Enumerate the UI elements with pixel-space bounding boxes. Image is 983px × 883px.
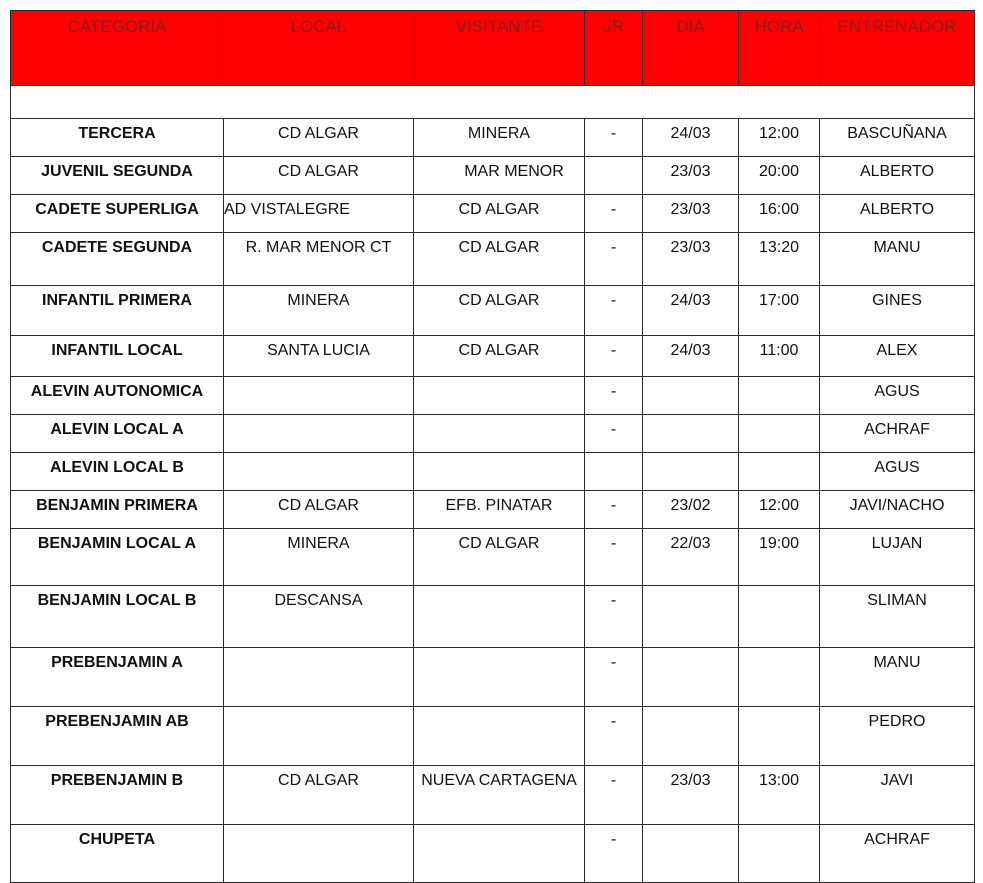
header-visitante: VISITANTE — [414, 11, 585, 86]
cell-visitante — [414, 377, 585, 415]
cell-jr — [585, 825, 643, 883]
table-row — [11, 825, 975, 883]
cell-visitante — [414, 586, 585, 648]
cell-dia — [643, 195, 739, 233]
cell-dia — [643, 157, 739, 195]
local-text — [224, 648, 413, 651]
cell-local — [224, 377, 414, 415]
local-text: AD VISTALEGRE — [224, 201, 350, 218]
cell-hora — [739, 648, 820, 707]
entrenador-text: ALBERTO — [859, 201, 935, 218]
table-row — [11, 648, 975, 707]
cell-hora — [739, 415, 820, 453]
jr-text: - — [610, 654, 617, 671]
cell-entrenador — [820, 119, 975, 157]
entrenador-text: AGUS — [874, 459, 920, 476]
cell-hora — [739, 766, 820, 825]
cell-local — [224, 415, 414, 453]
cell-hora — [739, 286, 820, 336]
header-row — [11, 11, 975, 86]
dia-text: 23/03 — [670, 239, 711, 256]
dia-text — [643, 707, 738, 710]
cell-dia — [643, 119, 739, 157]
cell-jr — [585, 648, 643, 707]
local-text — [224, 415, 413, 418]
visitante-text — [414, 825, 584, 828]
local-text: CD ALGAR — [278, 125, 359, 142]
cell-hora — [739, 336, 820, 377]
categoria-text: CHUPETA — [78, 831, 156, 848]
table-row — [11, 766, 975, 825]
hora-text: 12:00 — [758, 125, 800, 142]
local-text — [224, 453, 413, 456]
cell-local — [224, 586, 414, 648]
cell-categoria — [11, 377, 224, 415]
entrenador-text: MANU — [873, 239, 921, 256]
cell-local — [224, 648, 414, 707]
cell-categoria — [11, 491, 224, 529]
dia-text: 24/03 — [670, 292, 711, 309]
cell-jr — [585, 415, 643, 453]
dia-text: 23/03 — [670, 201, 711, 218]
header-entrenador: ENTRENADOR — [820, 11, 975, 86]
visitante-text: MINERA — [467, 125, 531, 142]
categoria-text: CADETE SUPERLIGA — [35, 201, 199, 218]
cell-jr — [585, 766, 643, 825]
dia-text — [643, 648, 738, 651]
cell-local — [224, 336, 414, 377]
local-text: CD ALGAR — [278, 163, 359, 180]
cell-dia — [643, 586, 739, 648]
hora-text: 17:00 — [758, 292, 800, 309]
hora-text — [739, 648, 819, 651]
jr-text: - — [610, 831, 617, 848]
entrenador-text: ACHRAF — [864, 421, 930, 438]
cell-categoria — [11, 195, 224, 233]
cell-visitante — [414, 529, 585, 586]
cell-jr — [585, 119, 643, 157]
entrenador-text: GINES — [872, 292, 922, 309]
local-text: DESCANSA — [274, 592, 363, 609]
cell-entrenador — [820, 336, 975, 377]
entrenador-text: ACHRAF — [864, 831, 930, 848]
cell-categoria — [11, 648, 224, 707]
hora-text: 12:00 — [758, 497, 800, 514]
table-row — [11, 233, 975, 286]
visitante-text — [414, 707, 584, 710]
categoria-text: PREBENJAMIN B — [50, 772, 184, 789]
cell-jr — [585, 529, 643, 586]
cell-dia — [643, 336, 739, 377]
hora-text — [739, 707, 819, 710]
cell-jr — [585, 286, 643, 336]
cell-categoria — [11, 336, 224, 377]
cell-dia — [643, 377, 739, 415]
table-row — [11, 707, 975, 766]
cell-visitante — [414, 648, 585, 707]
cell-local — [224, 233, 414, 286]
cell-dia — [643, 415, 739, 453]
jr-text: - — [610, 713, 617, 730]
cell-hora — [739, 377, 820, 415]
cell-entrenador — [820, 157, 975, 195]
cell-visitante — [414, 825, 585, 883]
cell-local — [224, 825, 414, 883]
dia-text: 23/03 — [670, 163, 711, 180]
visitante-text: CD ALGAR — [458, 292, 540, 309]
entrenador-text: JAVI/NACHO — [849, 497, 945, 514]
cell-dia — [643, 766, 739, 825]
cell-jr — [585, 377, 643, 415]
categoria-text: CADETE SEGUNDA — [41, 239, 193, 256]
dia-text: 23/03 — [670, 772, 711, 789]
visitante-text — [414, 453, 584, 456]
cell-entrenador — [820, 195, 975, 233]
cell-jr — [585, 336, 643, 377]
cell-entrenador — [820, 377, 975, 415]
cell-entrenador — [820, 233, 975, 286]
cell-dia — [643, 491, 739, 529]
cell-local — [224, 707, 414, 766]
cell-visitante — [414, 453, 585, 491]
cell-dia — [643, 453, 739, 491]
hora-text — [739, 586, 819, 589]
dia-text — [643, 586, 738, 589]
cell-hora — [739, 119, 820, 157]
hora-text: 11:00 — [759, 342, 799, 359]
categoria-text: BENJAMIN LOCAL B — [37, 592, 197, 609]
cell-visitante — [414, 286, 585, 336]
local-text: SANTA LUCIA — [267, 342, 370, 359]
cell-jr — [585, 157, 643, 195]
jr-text — [585, 453, 642, 456]
cell-entrenador — [820, 491, 975, 529]
entrenador-text: AGUS — [874, 383, 920, 400]
cell-local — [224, 766, 414, 825]
entrenador-text: PEDRO — [868, 713, 926, 730]
table-row — [11, 529, 975, 586]
entrenador-text: BASCUÑANA — [847, 125, 947, 142]
table-row — [11, 286, 975, 336]
visitante-text: CD ALGAR — [458, 239, 540, 256]
hora-text: 16:00 — [758, 201, 800, 218]
cell-hora — [739, 707, 820, 766]
dia-text: 24/03 — [670, 342, 711, 359]
cell-categoria — [11, 529, 224, 586]
local-text — [224, 825, 413, 828]
dia-text — [643, 825, 738, 828]
table-row — [11, 195, 975, 233]
cell-visitante — [414, 766, 585, 825]
cell-local — [224, 529, 414, 586]
entrenador-text: SLIMAN — [867, 592, 927, 609]
hora-text: 13:20 — [758, 239, 800, 256]
hora-text — [739, 453, 819, 456]
table-row — [11, 377, 975, 415]
schedule-table — [10, 10, 975, 883]
schedule-body — [11, 86, 975, 883]
dia-text — [643, 377, 738, 380]
cell-dia — [643, 825, 739, 883]
cell-visitante — [414, 491, 585, 529]
hora-text — [739, 825, 819, 828]
cell-categoria — [11, 766, 224, 825]
cell-local — [224, 195, 414, 233]
cell-jr — [585, 233, 643, 286]
categoria-text: BENJAMIN LOCAL A — [37, 535, 197, 552]
cell-hora — [739, 233, 820, 286]
cell-visitante — [414, 119, 585, 157]
cell-dia — [643, 286, 739, 336]
jr-text: - — [610, 201, 617, 218]
cell-categoria — [11, 233, 224, 286]
visitante-text — [414, 415, 584, 418]
hora-text — [739, 377, 819, 380]
cell-entrenador — [820, 648, 975, 707]
table-row — [11, 157, 975, 195]
cell-categoria — [11, 707, 224, 766]
hora-text — [739, 415, 819, 418]
cell-jr — [585, 453, 643, 491]
cell-categoria — [11, 453, 224, 491]
local-text — [224, 377, 413, 380]
cell-hora — [739, 529, 820, 586]
table-row — [11, 336, 975, 377]
categoria-text: INFANTIL PRIMERA — [42, 292, 192, 309]
cell-jr — [585, 707, 643, 766]
cell-local — [224, 119, 414, 157]
cell-hora — [739, 491, 820, 529]
categoria-text: JUVENIL SEGUNDA — [41, 163, 193, 180]
hora-text: 13:00 — [758, 772, 800, 789]
header-dia: DIA — [643, 11, 739, 86]
local-text: CD ALGAR — [278, 772, 359, 789]
entrenador-text: JAVI — [880, 772, 914, 789]
cell-entrenador — [820, 586, 975, 648]
cell-dia — [643, 529, 739, 586]
cell-visitante — [414, 336, 585, 377]
header-local: LOCAL — [224, 11, 414, 86]
cell-visitante — [414, 157, 585, 195]
dia-text: 23/02 — [670, 497, 711, 514]
cell-entrenador — [820, 529, 975, 586]
cell-entrenador — [820, 415, 975, 453]
visitante-text: MAR MENOR — [464, 163, 564, 180]
dia-text: 22/03 — [670, 535, 711, 552]
cell-hora — [739, 453, 820, 491]
cell-jr — [585, 195, 643, 233]
cell-local — [224, 157, 414, 195]
cell-local — [224, 491, 414, 529]
categoria-text: TERCERA — [78, 125, 156, 142]
categoria-text: PREBENJAMIN A — [51, 654, 183, 671]
categoria-text: INFANTIL LOCAL — [51, 342, 183, 359]
local-text: MINERA — [287, 292, 350, 309]
visitante-text — [414, 377, 584, 380]
cell-visitante — [414, 195, 585, 233]
local-text: CD ALGAR — [278, 497, 359, 514]
jr-text: - — [610, 125, 617, 142]
cell-entrenador — [820, 766, 975, 825]
entrenador-text: MANU — [873, 654, 921, 671]
table-row — [11, 415, 975, 453]
cell-categoria — [11, 157, 224, 195]
cell-categoria — [11, 825, 224, 883]
entrenador-text: ALBERTO — [859, 163, 935, 180]
dia-text — [643, 453, 738, 456]
hora-text: 20:00 — [758, 163, 800, 180]
local-text: R. MAR MENOR CT — [245, 239, 392, 256]
cell-local — [224, 286, 414, 336]
jr-text: - — [610, 421, 617, 438]
categoria-text: BENJAMIN PRIMERA — [36, 497, 198, 514]
header-hora: HORA — [739, 11, 820, 86]
cell-jr — [585, 586, 643, 648]
jr-text: - — [610, 383, 617, 400]
hora-text: 19:00 — [758, 535, 800, 552]
entrenador-text: LUJAN — [871, 535, 923, 552]
visitante-text — [414, 586, 584, 589]
cell-visitante — [414, 415, 585, 453]
cell-entrenador — [820, 453, 975, 491]
cell-hora — [739, 586, 820, 648]
jr-text: - — [610, 239, 617, 256]
jr-text: - — [610, 292, 617, 309]
local-text — [224, 707, 413, 710]
categoria-text: PREBENJAMIN AB — [45, 713, 189, 730]
cell-hora — [739, 157, 820, 195]
cell-entrenador — [820, 707, 975, 766]
table-row — [11, 586, 975, 648]
jr-text: - — [610, 497, 617, 514]
visitante-text: NUEVA CARTAGENA — [421, 772, 577, 789]
cell-entrenador — [820, 286, 975, 336]
visitante-text: CD ALGAR — [458, 535, 540, 552]
visitante-text — [414, 648, 584, 651]
cell-dia — [643, 707, 739, 766]
jr-text: - — [610, 772, 617, 789]
table-row — [11, 491, 975, 529]
visitante-text: CD ALGAR — [458, 201, 540, 218]
blank-row — [11, 86, 975, 119]
cell-categoria — [11, 415, 224, 453]
cell-visitante — [414, 233, 585, 286]
cell-categoria — [11, 119, 224, 157]
cell-dia — [643, 233, 739, 286]
cell-visitante — [414, 707, 585, 766]
entrenador-text: ALEX — [876, 342, 918, 359]
blank-cell — [11, 86, 975, 119]
cell-local — [224, 453, 414, 491]
header-categoria: CATEGORIA — [11, 11, 224, 86]
header-jr: JR — [585, 11, 643, 86]
cell-hora — [739, 195, 820, 233]
visitante-text: CD ALGAR — [458, 342, 540, 359]
cell-hora — [739, 825, 820, 883]
categoria-text: ALEVIN AUTONOMICA — [30, 383, 204, 400]
table-row — [11, 453, 975, 491]
dia-text: 24/03 — [670, 125, 711, 142]
cell-categoria — [11, 586, 224, 648]
jr-text: - — [610, 592, 617, 609]
cell-entrenador — [820, 825, 975, 883]
table-row — [11, 119, 975, 157]
cell-jr — [585, 491, 643, 529]
categoria-text: ALEVIN LOCAL B — [50, 459, 184, 476]
cell-dia — [643, 648, 739, 707]
dia-text — [643, 415, 738, 418]
jr-text: - — [610, 535, 617, 552]
jr-text — [585, 157, 642, 160]
jr-text: - — [610, 342, 617, 359]
visitante-text: EFB. PINATAR — [445, 497, 553, 514]
cell-categoria — [11, 286, 224, 336]
local-text: MINERA — [287, 535, 350, 552]
categoria-text: ALEVIN LOCAL A — [50, 421, 184, 438]
